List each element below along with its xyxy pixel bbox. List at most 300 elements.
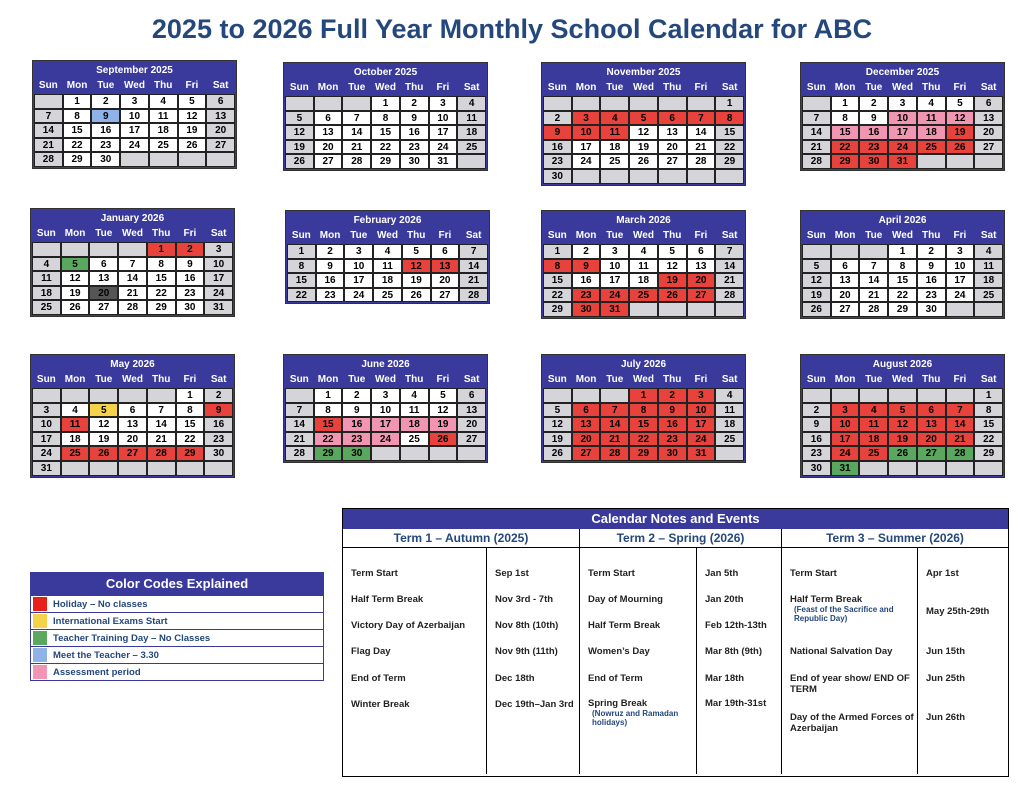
day-cell: 20	[118, 432, 147, 447]
day-cell: 30	[91, 152, 120, 167]
day-cell: 19	[285, 140, 314, 155]
weekday-header: Fri	[687, 228, 716, 244]
weekday-header: Tue	[344, 228, 373, 244]
day-cell: 17	[687, 417, 716, 432]
page-title: 2025 to 2026 Full Year Monthly School Calendar for ABC	[151, 14, 873, 44]
empty-day	[946, 154, 975, 169]
weekday-header: Fri	[946, 80, 975, 96]
day-cell: 22	[831, 140, 860, 155]
day-cell: 19	[946, 125, 975, 140]
weekday-header: Sun	[543, 228, 572, 244]
month-june-2026	[283, 354, 488, 463]
day-cell: 14	[802, 125, 831, 140]
legend-swatch	[33, 648, 47, 662]
day-cell: 15	[63, 123, 92, 138]
day-cell: 6	[457, 388, 486, 403]
legend-item	[31, 595, 323, 612]
day-cell: 4	[457, 96, 486, 111]
day-cell: 29	[974, 446, 1003, 461]
day-cell: 25	[974, 288, 1003, 303]
day-cell: 1	[176, 388, 205, 403]
empty-day	[32, 388, 61, 403]
weekday-header: Sat	[206, 78, 235, 94]
notes-title: Calendar Notes and Events	[343, 509, 1008, 529]
day-cell: 27	[974, 140, 1003, 155]
empty-day	[429, 446, 458, 461]
day-cell: 18	[629, 273, 658, 288]
day-cell: 29	[888, 302, 917, 317]
day-cell: 14	[687, 125, 716, 140]
day-cell: 9	[204, 403, 233, 418]
empty-day	[715, 169, 744, 184]
empty-day	[687, 96, 716, 111]
day-cell: 10	[344, 259, 373, 274]
day-cell: 1	[287, 244, 316, 259]
day-cell: 10	[572, 125, 601, 140]
day-cell: 29	[314, 446, 343, 461]
day-cell: 16	[658, 417, 687, 432]
day-cell: 1	[974, 388, 1003, 403]
day-cell: 7	[946, 403, 975, 418]
day-cell: 10	[204, 257, 233, 272]
day-cell: 2	[400, 96, 429, 111]
event-name: Term Start	[790, 568, 837, 579]
weekday-header: Thu	[400, 372, 429, 388]
day-cell: 4	[715, 388, 744, 403]
day-cell: 7	[802, 111, 831, 126]
event-name: Winter Break	[351, 699, 410, 710]
weekday-header: Wed	[120, 78, 149, 94]
day-cell: 2	[572, 244, 601, 259]
day-cell: 26	[61, 300, 90, 315]
day-cell: 14	[342, 125, 371, 140]
day-cell: 12	[61, 271, 90, 286]
event-date: Nov 8th (10th)	[495, 620, 559, 631]
day-cell: 20	[206, 123, 235, 138]
empty-day	[974, 154, 1003, 169]
day-cell: 7	[342, 111, 371, 126]
day-cell: 20	[457, 417, 486, 432]
month-april-2026	[800, 210, 1005, 319]
day-cell: 29	[63, 152, 92, 167]
empty-day	[831, 244, 860, 259]
weekday-header: Fri	[687, 372, 716, 388]
day-cell: 5	[802, 259, 831, 274]
weekday-header: Sun	[287, 228, 316, 244]
day-cell: 12	[543, 417, 572, 432]
day-cell: 5	[402, 244, 431, 259]
empty-day	[314, 96, 343, 111]
day-cell: 31	[687, 446, 716, 461]
weekday-header: Thu	[658, 228, 687, 244]
empty-day	[543, 388, 572, 403]
weekday-header: Tue	[859, 80, 888, 96]
event-name: Half Term Break (Feast of the Sacrifice and Republic Day)	[790, 594, 915, 623]
weekday-header: Wed	[373, 228, 402, 244]
day-cell: 15	[147, 271, 176, 286]
weekday-header: Mon	[572, 80, 601, 96]
weekday-header: Fri	[429, 372, 458, 388]
weekday-header: Fri	[176, 226, 205, 242]
day-cell: 1	[715, 96, 744, 111]
day-cell: 25	[32, 300, 61, 315]
day-cell: 8	[176, 403, 205, 418]
day-cell: 17	[888, 125, 917, 140]
weekday-header: Sun	[285, 80, 314, 96]
day-cell: 24	[888, 140, 917, 155]
empty-day	[859, 388, 888, 403]
weekday-header: Sun	[802, 228, 831, 244]
weekday-header: Mon	[61, 372, 90, 388]
day-cell: 27	[431, 288, 460, 303]
day-cell: 13	[974, 111, 1003, 126]
weekday-header: Tue	[89, 372, 118, 388]
weekday-header: Mon	[572, 372, 601, 388]
day-cell: 29	[147, 300, 176, 315]
day-cell: 17	[572, 140, 601, 155]
day-cell: 4	[600, 111, 629, 126]
day-cell: 17	[371, 417, 400, 432]
day-cell: 23	[859, 140, 888, 155]
day-cell: 27	[658, 154, 687, 169]
day-cell: 2	[176, 242, 205, 257]
day-cell: 12	[946, 111, 975, 126]
event-date: Jan 20th	[705, 594, 744, 605]
event-name: Spring Break (Nowruz and Ramadan holidays)	[588, 698, 713, 727]
legend-item	[31, 663, 323, 680]
day-cell: 6	[974, 96, 1003, 111]
day-cell: 12	[629, 125, 658, 140]
day-cell: 26	[178, 138, 207, 153]
day-cell: 28	[600, 446, 629, 461]
day-cell: 3	[344, 244, 373, 259]
day-cell: 31	[429, 154, 458, 169]
empty-day	[974, 461, 1003, 476]
event-name: Term Start	[351, 568, 398, 579]
day-cell: 22	[543, 288, 572, 303]
day-cell: 20	[658, 140, 687, 155]
day-cell: 21	[342, 140, 371, 155]
day-cell: 20	[314, 140, 343, 155]
empty-day	[371, 446, 400, 461]
legend-item	[31, 629, 323, 646]
weekday-header: Sun	[802, 372, 831, 388]
month-title: August 2026	[801, 355, 1004, 371]
day-cell: 2	[316, 244, 345, 259]
day-cell: 2	[917, 244, 946, 259]
empty-day	[715, 302, 744, 317]
day-cell: 10	[946, 259, 975, 274]
month-title: April 2026	[801, 211, 1004, 227]
day-cell: 24	[831, 446, 860, 461]
weekday-header: Mon	[316, 228, 345, 244]
empty-day	[285, 96, 314, 111]
day-cell: 9	[917, 259, 946, 274]
weekday-header: Tue	[89, 226, 118, 242]
day-cell: 28	[687, 154, 716, 169]
day-cell: 13	[658, 125, 687, 140]
day-cell: 16	[859, 125, 888, 140]
day-cell: 10	[371, 403, 400, 418]
day-cell: 4	[61, 403, 90, 418]
weekday-header: Sun	[543, 372, 572, 388]
day-cell: 2	[204, 388, 233, 403]
day-cell: 5	[946, 96, 975, 111]
day-cell: 30	[204, 446, 233, 461]
day-cell: 6	[572, 403, 601, 418]
day-cell: 24	[344, 288, 373, 303]
weekday-header: Sun	[32, 226, 61, 242]
event-name: End of Term	[351, 673, 406, 684]
event-note: (Feast of the Sacrifice and Republic Day)	[794, 605, 894, 623]
day-cell: 12	[89, 417, 118, 432]
day-cell: 24	[572, 154, 601, 169]
day-cell: 1	[147, 242, 176, 257]
day-cell: 31	[831, 461, 860, 476]
empty-day	[32, 242, 61, 257]
event-date: Sep 1st	[495, 568, 529, 579]
weekday-header: Thu	[917, 228, 946, 244]
empty-day	[89, 388, 118, 403]
month-title: May 2026	[31, 355, 234, 371]
weekday-header: Tue	[859, 228, 888, 244]
day-cell: 30	[658, 446, 687, 461]
month-days	[542, 227, 745, 318]
day-cell: 3	[32, 403, 61, 418]
day-cell: 27	[89, 300, 118, 315]
weekday-header: Sat	[974, 80, 1003, 96]
day-cell: 8	[147, 257, 176, 272]
day-cell: 29	[629, 446, 658, 461]
day-cell: 16	[543, 140, 572, 155]
legend-swatch	[33, 597, 47, 611]
weekday-header: Sun	[802, 80, 831, 96]
weekday-header: Thu	[917, 80, 946, 96]
day-cell: 2	[91, 94, 120, 109]
day-cell: 15	[287, 273, 316, 288]
day-cell: 1	[314, 388, 343, 403]
day-cell: 27	[314, 154, 343, 169]
day-cell: 19	[429, 417, 458, 432]
day-cell: 13	[687, 259, 716, 274]
weekday-header: Mon	[63, 78, 92, 94]
day-cell: 18	[32, 286, 61, 301]
weekday-header: Tue	[600, 228, 629, 244]
day-cell: 29	[831, 154, 860, 169]
empty-day	[888, 388, 917, 403]
day-cell: 10	[429, 111, 458, 126]
day-cell: 23	[204, 432, 233, 447]
day-cell: 11	[373, 259, 402, 274]
empty-day	[888, 461, 917, 476]
day-cell: 17	[344, 273, 373, 288]
empty-day	[61, 242, 90, 257]
weekday-header: Sun	[34, 78, 63, 94]
day-cell: 6	[687, 244, 716, 259]
event-name: National Salvation Day	[790, 646, 893, 657]
day-cell: 24	[429, 140, 458, 155]
empty-day	[457, 446, 486, 461]
legend-item	[31, 612, 323, 629]
day-cell: 20	[917, 432, 946, 447]
empty-day	[206, 152, 235, 167]
month-march-2026	[541, 210, 746, 319]
day-cell: 27	[457, 432, 486, 447]
day-cell: 13	[206, 109, 235, 124]
day-cell: 11	[859, 417, 888, 432]
day-cell: 22	[974, 432, 1003, 447]
day-cell: 16	[917, 273, 946, 288]
weekday-header: Sat	[204, 372, 233, 388]
weekday-header: Thu	[147, 372, 176, 388]
event-date: Jun 25th	[926, 673, 966, 684]
weekday-header: Thu	[402, 228, 431, 244]
legend-title: Color Codes Explained	[31, 573, 323, 595]
event-date: Apr 1st	[926, 568, 959, 579]
day-cell: 18	[715, 417, 744, 432]
day-cell: 6	[658, 111, 687, 126]
empty-day	[572, 169, 601, 184]
day-cell: 24	[946, 288, 975, 303]
day-cell: 9	[658, 403, 687, 418]
day-cell: 16	[204, 417, 233, 432]
day-cell: 21	[459, 273, 488, 288]
day-cell: 18	[974, 273, 1003, 288]
day-cell: 1	[63, 94, 92, 109]
day-cell: 9	[802, 417, 831, 432]
weekday-header: Wed	[371, 80, 400, 96]
day-cell: 26	[402, 288, 431, 303]
month-days	[31, 225, 234, 316]
weekday-header: Thu	[658, 372, 687, 388]
day-cell: 1	[371, 96, 400, 111]
day-cell: 11	[715, 403, 744, 418]
day-cell: 19	[543, 432, 572, 447]
day-cell: 15	[974, 417, 1003, 432]
day-cell: 4	[974, 244, 1003, 259]
day-cell: 7	[118, 257, 147, 272]
empty-day	[629, 169, 658, 184]
day-cell: 22	[371, 140, 400, 155]
day-cell: 28	[285, 446, 314, 461]
month-august-2026	[800, 354, 1005, 478]
empty-day	[204, 461, 233, 476]
event-date: Jun 15th	[926, 646, 966, 657]
day-cell: 6	[314, 111, 343, 126]
day-cell: 17	[204, 271, 233, 286]
event-name: Half Term Break	[351, 594, 424, 605]
day-cell: 8	[888, 259, 917, 274]
legend-swatch	[33, 631, 47, 645]
weekday-header: Fri	[178, 78, 207, 94]
event-date: Mar 8th (9th)	[705, 646, 762, 657]
empty-day	[176, 461, 205, 476]
day-cell: 28	[147, 446, 176, 461]
day-cell: 2	[802, 403, 831, 418]
day-cell: 29	[371, 154, 400, 169]
day-cell: 26	[658, 288, 687, 303]
day-cell: 21	[147, 432, 176, 447]
day-cell: 26	[543, 446, 572, 461]
day-cell: 19	[802, 288, 831, 303]
day-cell: 14	[147, 417, 176, 432]
day-cell: 28	[946, 446, 975, 461]
day-cell: 21	[802, 140, 831, 155]
term3-header: Term 3 – Summer (2026)	[826, 531, 964, 545]
month-days	[284, 371, 487, 462]
day-cell: 11	[149, 109, 178, 124]
weekday-header: Sat	[715, 372, 744, 388]
day-cell: 13	[118, 417, 147, 432]
day-cell: 15	[314, 417, 343, 432]
month-february-2026	[285, 210, 490, 304]
day-cell: 18	[149, 123, 178, 138]
day-cell: 25	[373, 288, 402, 303]
day-cell: 5	[658, 244, 687, 259]
day-cell: 15	[543, 273, 572, 288]
day-cell: 14	[946, 417, 975, 432]
day-cell: 25	[917, 140, 946, 155]
day-cell: 30	[572, 302, 601, 317]
day-cell: 14	[600, 417, 629, 432]
month-may-2026	[30, 354, 235, 478]
day-cell: 30	[176, 300, 205, 315]
month-november-2025	[541, 62, 746, 186]
day-cell: 27	[572, 446, 601, 461]
day-cell: 18	[373, 273, 402, 288]
day-cell: 19	[658, 273, 687, 288]
day-cell: 3	[120, 94, 149, 109]
day-cell: 13	[831, 273, 860, 288]
day-cell: 8	[543, 259, 572, 274]
event-name: Victory Day of Azerbaijan	[351, 620, 466, 631]
day-cell: 20	[89, 286, 118, 301]
weekday-header: Fri	[687, 80, 716, 96]
day-cell: 30	[400, 154, 429, 169]
day-cell: 5	[61, 257, 90, 272]
day-cell: 22	[629, 432, 658, 447]
empty-day	[658, 169, 687, 184]
empty-day	[600, 96, 629, 111]
day-cell: 6	[431, 244, 460, 259]
day-cell: 17	[946, 273, 975, 288]
day-cell: 26	[888, 446, 917, 461]
day-cell: 17	[831, 432, 860, 447]
term1-header: Term 1 – Autumn (2025)	[343, 529, 580, 547]
day-cell: 2	[859, 96, 888, 111]
empty-day	[342, 96, 371, 111]
day-cell: 1	[831, 96, 860, 111]
empty-day	[178, 152, 207, 167]
day-cell: 1	[888, 244, 917, 259]
empty-day	[600, 388, 629, 403]
day-cell: 22	[176, 432, 205, 447]
weekday-header: Sat	[457, 372, 486, 388]
empty-day	[572, 96, 601, 111]
day-cell: 12	[285, 125, 314, 140]
day-cell: 14	[859, 273, 888, 288]
empty-day	[61, 388, 90, 403]
day-cell: 11	[629, 259, 658, 274]
month-september-2025	[32, 60, 237, 169]
day-cell: 21	[687, 140, 716, 155]
day-cell: 4	[149, 94, 178, 109]
day-cell: 10	[687, 403, 716, 418]
day-cell: 11	[600, 125, 629, 140]
month-days	[33, 77, 236, 168]
weekday-header: Mon	[61, 226, 90, 242]
day-cell: 22	[314, 432, 343, 447]
